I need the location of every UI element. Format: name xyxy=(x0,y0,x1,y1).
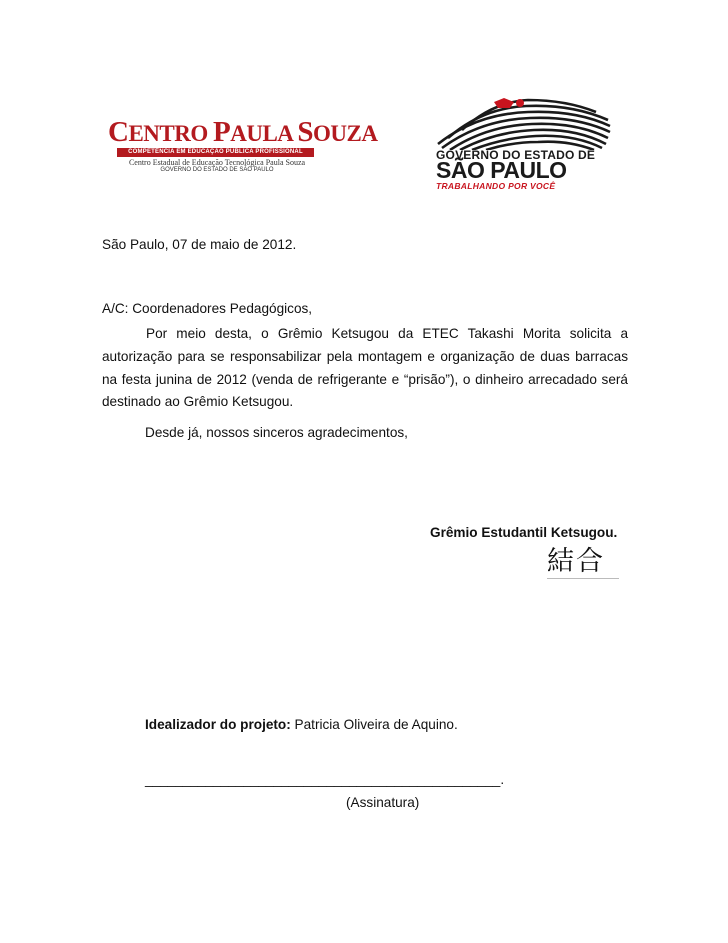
ketsugou-kanji: 結合 xyxy=(547,546,619,579)
sp-logo-line-2: SÃO PAULO xyxy=(436,157,567,183)
letter-signatory: Grêmio Estudantil Ketsugou. xyxy=(430,525,618,540)
cps-logo-title: CENTRO PAULA SOUZA xyxy=(108,116,378,148)
signature-label: (Assinatura) xyxy=(346,795,420,810)
project-idealizer xyxy=(145,716,458,734)
letter-date: São Paulo, 07 de maio de 2012. xyxy=(102,237,297,252)
sp-stripes-emblem-icon xyxy=(436,96,612,150)
sp-logo-slogan: TRABALHANDO POR VOCÊ xyxy=(436,181,556,191)
signature-line: _______________________________________________. xyxy=(145,772,505,787)
idealizer-name: Patricia Oliveira de Aquino. xyxy=(290,717,458,732)
sp-logo-line-1: GOVERNO DO ESTADO DE xyxy=(436,148,596,162)
centro-paula-souza-logo xyxy=(108,116,378,177)
letter-thanks: Desde já, nossos sinceros agradecimentos, xyxy=(145,425,408,440)
governo-sp-logo xyxy=(436,96,612,191)
cps-logo-subtitle-2: GOVERNO DO ESTADO DE SÃO PAULO xyxy=(160,167,274,173)
cps-logo-subtitle: Centro Estadual de Educação Tecnológica Paula Souza xyxy=(128,158,306,167)
letter-body: Por meio desta, o Grêmio Ketsugou da ETEC Takashi Morita solicita a autorização para se responsabilizar pela montagem e organização de duas barracas na festa junina de 2012 (venda de refrigerante e “prisão”), o dinheiro arrecadado será destinado ao Grêmio Ketsugou. xyxy=(102,326,628,410)
letter-salutation: A/C: Coordenadores Pedagógicos, xyxy=(102,301,313,316)
idealizer-label: Idealizador do projeto: xyxy=(145,717,291,732)
cps-logo-bar: COMPETÊNCIA EM EDUCAÇÃO PÚBLICA PROFISSIONAL xyxy=(117,148,314,157)
